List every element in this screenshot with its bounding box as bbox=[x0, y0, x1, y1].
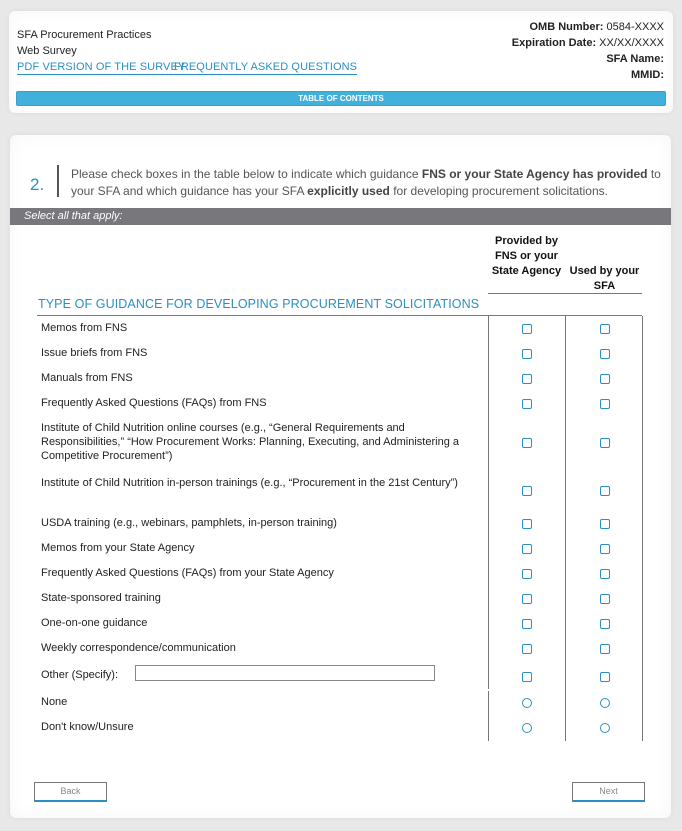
survey-title-line1: SFA Procurement Practices bbox=[17, 29, 152, 41]
checkbox-provided-faqs-fns[interactable] bbox=[522, 399, 532, 409]
mmid-label: MMID: bbox=[631, 69, 664, 81]
omb-number-value: 0584-XXXX bbox=[603, 21, 664, 33]
row-label-faqs-fns: Frequently Asked Questions (FAQs) from FNS bbox=[41, 397, 267, 409]
row-label-icn-inperson-trainings: Institute of Child Nutrition in-person trainings (e.g., “Procurement in the 21st Century”) bbox=[41, 477, 458, 489]
row-label-manuals-fns: Manuals from FNS bbox=[41, 372, 133, 384]
checkbox-used-icn-inperson-trainings[interactable] bbox=[600, 486, 610, 496]
checkbox-used-other-specify[interactable] bbox=[600, 672, 610, 682]
row-label-none: None bbox=[41, 696, 68, 708]
back-button[interactable]: Back bbox=[34, 782, 107, 802]
checkbox-provided-manuals-fns[interactable] bbox=[522, 374, 532, 384]
question-divider bbox=[57, 165, 59, 197]
checkbox-used-memos-fns[interactable] bbox=[600, 324, 610, 334]
question-number: 2. bbox=[30, 175, 45, 194]
question-text bbox=[71, 166, 661, 200]
row-label-memos-state-agency: Memos from your State Agency bbox=[41, 542, 195, 554]
omb-number bbox=[530, 21, 665, 33]
checkbox-used-manuals-fns[interactable] bbox=[600, 374, 610, 384]
checkbox-provided-one-on-one-guidance[interactable] bbox=[522, 619, 532, 629]
instruction-text: Select all that apply: bbox=[24, 210, 123, 222]
row-label-icn-online-courses: Institute of Child Nutrition online courses (e.g., “General Requirements and Responsibilities,” “How Procurement Works: Planning, Executing, and Administering a Competitive Procurement”) bbox=[41, 422, 459, 462]
checkbox-used-faqs-state-agency[interactable] bbox=[600, 569, 610, 579]
row-label-state-sponsored-training: State-sponsored training bbox=[41, 592, 161, 604]
question-panel bbox=[10, 135, 671, 818]
checkbox-used-icn-online-courses[interactable] bbox=[600, 438, 610, 448]
expiration-date-value: XX/XX/XXXX bbox=[596, 37, 664, 49]
question-text-emphasis: explicitly used bbox=[307, 184, 390, 198]
column-divider bbox=[488, 316, 489, 689]
other-specify-input[interactable] bbox=[135, 665, 435, 681]
mmid bbox=[631, 69, 664, 81]
expiration-date bbox=[512, 37, 664, 49]
checkbox-used-faqs-fns[interactable] bbox=[600, 399, 610, 409]
checkbox-used-issue-briefs-fns[interactable] bbox=[600, 349, 610, 359]
radio-provided-none[interactable] bbox=[522, 698, 532, 708]
row-label-memos-fns: Memos from FNS bbox=[41, 322, 128, 334]
question-text-part: Please check boxes in the table below to indicate which guidance bbox=[71, 167, 422, 181]
instruction-bar bbox=[10, 208, 671, 225]
question-text-emphasis: FNS or your State Agency has provided bbox=[421, 167, 648, 181]
faq-link[interactable]: FREQUENTLY ASKED QUESTIONS bbox=[174, 61, 358, 73]
checkbox-provided-other-specify[interactable] bbox=[522, 672, 532, 682]
checkbox-provided-usda-training[interactable] bbox=[522, 519, 532, 529]
column-divider bbox=[565, 316, 566, 741]
checkbox-used-usda-training[interactable] bbox=[600, 519, 610, 529]
radio-provided-dont-know-unsure[interactable] bbox=[522, 723, 532, 733]
sfa-name bbox=[606, 53, 664, 65]
section-title: TYPE OF GUIDANCE FOR DEVELOPING PROCUREMENT SOLICITATIONS bbox=[38, 297, 480, 311]
row-label-usda-training: USDA training (e.g., webinars, pamphlets, in-person training) bbox=[41, 517, 337, 529]
row-label-faqs-state-agency: Frequently Asked Questions (FAQs) from your State Agency bbox=[41, 567, 334, 579]
sfa-name-label: SFA Name: bbox=[606, 53, 664, 65]
checkbox-used-state-sponsored-training[interactable] bbox=[600, 594, 610, 604]
pdf-version-link[interactable]: PDF VERSION OF THE SURVEY bbox=[17, 61, 186, 73]
radio-used-none[interactable] bbox=[600, 698, 610, 708]
checkbox-provided-icn-online-courses[interactable] bbox=[522, 438, 532, 448]
row-label-dont-know-unsure: Don't know/Unsure bbox=[41, 721, 134, 733]
checkbox-provided-faqs-state-agency[interactable] bbox=[522, 569, 532, 579]
checkbox-used-one-on-one-guidance[interactable] bbox=[600, 619, 610, 629]
row-label-one-on-one-guidance: One-on-one guidance bbox=[41, 617, 148, 629]
row-label-weekly-correspondence: Weekly correspondence/communication bbox=[41, 642, 236, 654]
checkbox-provided-memos-fns[interactable] bbox=[522, 324, 532, 334]
header-panel bbox=[9, 11, 673, 113]
row-label-issue-briefs-fns: Issue briefs from FNS bbox=[41, 347, 148, 359]
radio-used-dont-know-unsure[interactable] bbox=[600, 723, 610, 733]
checkbox-used-memos-state-agency[interactable] bbox=[600, 544, 610, 554]
column-header-used: Used by your SFA bbox=[569, 265, 640, 292]
table-of-contents-button[interactable]: TABLE OF CONTENTS bbox=[16, 91, 666, 106]
survey-title-line2: Web Survey bbox=[17, 45, 77, 57]
row-label-other-specify: Other (Specify): bbox=[41, 669, 119, 681]
column-header-divider bbox=[488, 293, 642, 294]
checkbox-provided-state-sponsored-training[interactable] bbox=[522, 594, 532, 604]
omb-number-label: OMB Number: bbox=[529, 21, 604, 33]
checkbox-provided-weekly-correspondence[interactable] bbox=[522, 644, 532, 654]
column-divider bbox=[642, 316, 643, 741]
next-button[interactable]: Next bbox=[572, 782, 645, 802]
section-divider bbox=[37, 315, 642, 316]
question-text-part: for developing procurement solicitations. bbox=[389, 184, 608, 198]
expiration-date-label: Expiration Date: bbox=[511, 37, 597, 49]
question-text-part: to your SFA and which guidance has your SFA bbox=[71, 167, 661, 198]
checkbox-provided-memos-state-agency[interactable] bbox=[522, 544, 532, 554]
column-divider bbox=[488, 691, 489, 741]
checkbox-provided-issue-briefs-fns[interactable] bbox=[522, 349, 532, 359]
column-header-provided: Provided by FNS or your State Agency bbox=[491, 235, 562, 277]
checkbox-provided-icn-inperson-trainings[interactable] bbox=[522, 486, 532, 496]
checkbox-used-weekly-correspondence[interactable] bbox=[600, 644, 610, 654]
